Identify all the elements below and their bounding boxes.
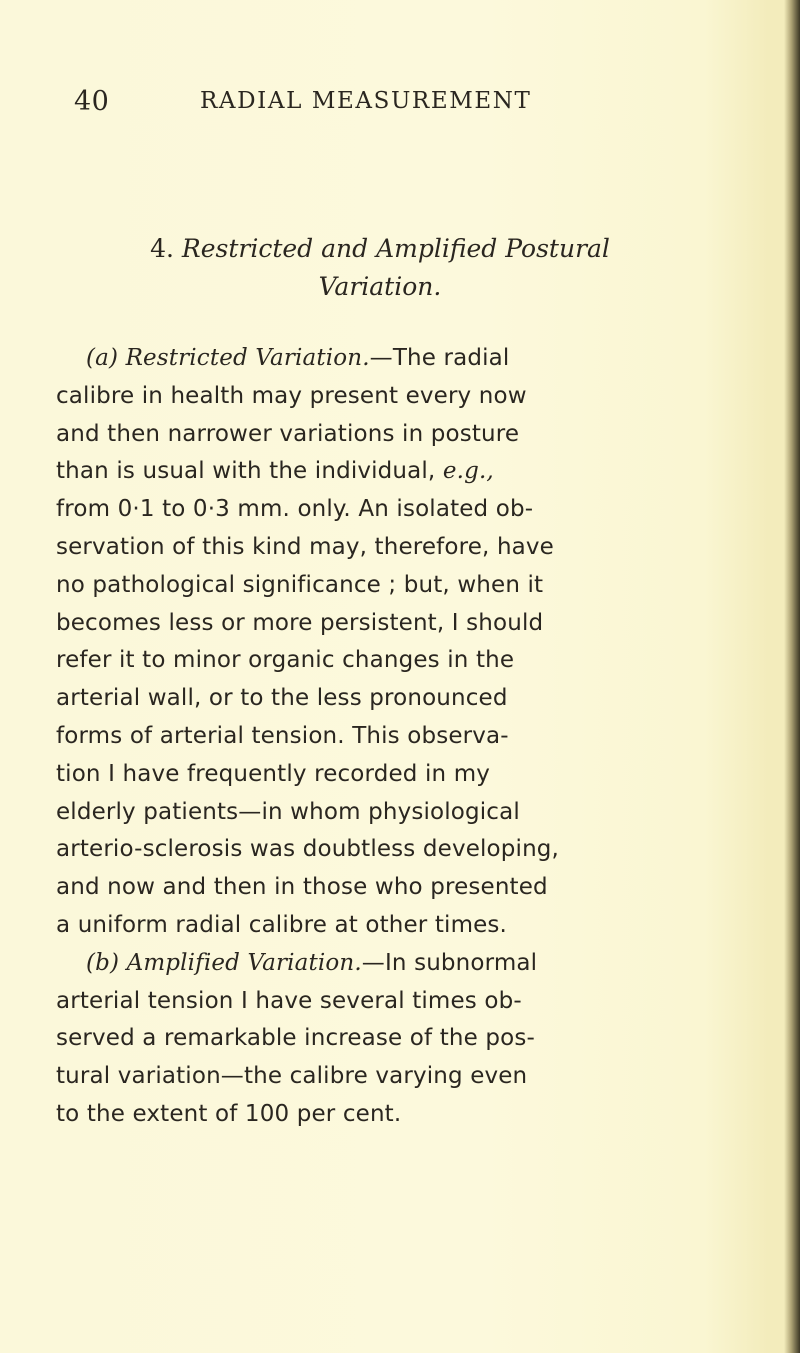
body-text: [56, 340, 716, 1134]
para-a-line: arterial wall, or to the less pronounced: [56, 685, 508, 712]
para-a-line: arterio-sclerosis was doubtless developing,: [56, 836, 560, 863]
para-a-line: becomes less or more persistent, I should: [56, 609, 544, 636]
para-a-line: and then narrower variations in posture: [56, 420, 520, 447]
running-title: RADIAL MEASUREMENT: [200, 88, 532, 114]
para-a-lead: —The radial: [369, 345, 510, 371]
para-b-lead: —In subnormal: [361, 949, 538, 976]
para-b-line: arterial tension I have several times ob-: [56, 987, 522, 1014]
para-b-line: to the extent of 100 per cent.: [56, 1100, 402, 1127]
para-a-line: than is usual with the individual,: [56, 458, 436, 485]
para-b-label: (b) Amplified Variation.: [86, 949, 362, 976]
para-a-first-line: [56, 340, 716, 378]
page-edge-shadow: [784, 0, 800, 1353]
section-number: 4.: [150, 234, 174, 263]
para-a-line: from 0·1 to 0·3 mm. only. An isolated ob-: [56, 496, 534, 523]
para-a-line: tion I have frequently recorded in my: [56, 760, 491, 787]
para-a-line: refer it to minor organic changes in the: [56, 647, 515, 674]
para-a-line: no pathological significance ; but, when it: [56, 571, 544, 598]
para-a-line: elderly patients—in whom physiological: [56, 798, 520, 825]
para-a-line: and now and then in those who presented: [56, 874, 548, 901]
section-heading: [100, 230, 660, 306]
section-title-line-1: Restricted and Amplified Postural: [181, 234, 610, 263]
para-b-line: tural variation—the calibre varying even: [56, 1063, 528, 1090]
para-a-line: a uniform radial calibre at other times.: [56, 911, 508, 938]
eg-abbreviation: e.g.,: [442, 458, 494, 485]
para-b-line: served a remarkable increase of the pos-: [56, 1025, 535, 1052]
para-b-first-line: [56, 945, 716, 983]
page-header: [74, 86, 714, 126]
para-a-line: servation of this kind may, therefore, have: [56, 533, 554, 560]
para-a-line: calibre in health may present every now: [56, 382, 527, 409]
para-a-label: (a) Restricted Variation.: [86, 345, 370, 371]
section-title-line-2: Variation.: [318, 272, 442, 301]
page-number: 40: [74, 86, 110, 117]
para-a-line: forms of arterial tension. This observa-: [56, 722, 509, 749]
para-a-line-eg: [56, 453, 716, 491]
